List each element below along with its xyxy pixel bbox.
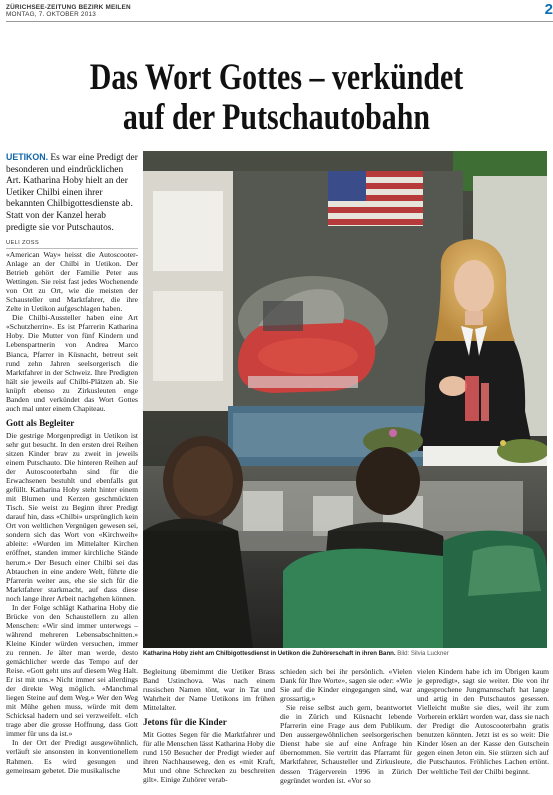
photo-caption xyxy=(143,650,553,657)
byline-divider xyxy=(6,248,138,249)
subheading: Jetons für die Kinder xyxy=(143,717,227,728)
paragraph: In der Ort der Predigt ausgewöhnlich, verläuft sie ansonsten in konventionellem Rahmen. Es wird gesungen und gemeinsam gebetet. Die musikalische xyxy=(6,738,138,775)
author-byline: UELI ZOSS xyxy=(6,240,39,246)
article-column-1 xyxy=(6,250,138,775)
subheading: Gott als Begleiter xyxy=(6,417,75,428)
dateline-location: UETIKON. xyxy=(6,152,49,162)
masthead xyxy=(6,4,546,18)
page-number: 2 xyxy=(544,1,553,18)
photo-credit: Bild: Silvia Luckner xyxy=(397,650,449,657)
newspaper-name: ZÜRICHSEE-ZEITUNG BEZIRK MEILEN xyxy=(6,4,131,11)
paragraph: Sie reise selbst auch gern, beantwortet die in Zürich und Küsnacht lebende Pfarrerin eine Frage aus dem Publikum. Den aussergewöhnlichen seelsorgerischen Dienst habe sie auf eine Anfrage hin übernommen. Sie vertritt das Pfarramt für Marktfahrer, Schausteller und Zirkusleute, dessen Trägerverein 1996 in Zürich gegründet worden ist. «Vor so xyxy=(280,703,412,785)
paragraph: vielen Kindern habe ich im Übrigen kaum je gepredigt», sagt sie weiter. Die von ihr angesprochene Jungmannschaft hat lange und artig in den Putschautos gesessen. Vielleicht mußte sie dies, weil ihr zum Vorherein erklärt worden war, dass sie nach der Predigt die Autoscooterbahn gratis benutzen könnten. Jetzt ist es so weit: Die Kinder lösen an der Kasse den Gutschein gegen einen Jeton ein. Sie stürzen sich auf die Putschautos. Fröhliches Lachen ertönt. Der weltliche Teil der Chilbi beginnt. xyxy=(417,667,549,776)
paragraph: «American Way» heisst die Autoscooter-Anlage an der Chilbi in Uetikon. Der Betrieb gehört der Familie Peter aus Wettingen. Sie reist fast jedes Wochenende von Ort zu Ort, wie die meisten der Schausteller und Marktfahrer, die ihre Zelte in Uetikon aufgeschlagen haben. xyxy=(6,250,138,314)
article-column-2 xyxy=(143,667,275,785)
article-lead xyxy=(6,152,138,234)
paragraph: Die Chilbi-Aussteller haben eine Art «Schutzherrin». Es ist Pfarrerin Katharina Hoby. Die Mutter von fünf Kindern und Lebenspartnerin von Andrea Marco Bianca, Pfarrer in Küsnacht, betreut seit rund zehn Jahren seelsorgerisch die Marktfahrer in der Schweiz. Ihre Predigten hält sie jeweils auf Chilbi-Plätzen ab. Sie knüpft ebenso zu Zirkusleuten enge Banden und verkündet das Wort Gottes auch mal unter einem Chapiteau. xyxy=(6,313,138,413)
paragraph: Begleitung übernimmt die Uetiker Brass Band Ustinchova. Was nach einem russischen Namen tönt, war in Tat und Wahrheit der Name Uetikons im frühen Mittelalter. xyxy=(143,667,275,713)
article-photo xyxy=(143,151,547,648)
paragraph: Mit Gottes Segen für die Marktfahrer und für alle Menschen lässt Katharina Hoby die rund 150 Besucher der Predigt wieder auf ihren Nachhauseweg, den es «mit Kraft, Mut und ohne Schrecken zu beschreiten gilt». Einige Zuhörer verab- xyxy=(143,730,275,785)
paragraph: Die gestrige Morgenpredigt in Uetikon ist sehr gut besucht. In den ersten drei Reihen sitzen Kinder brav zu zweit in jeweils einem Putschauto. Die hinteren Reihen auf der Autoscooterbahn sind für die Erwachsenen bestuhlt und ebenfalls gut gefüllt. Katharina Hoby steht hinter einem mit Blumen und Kerzen geschmückten Tisch. Sie weist zu Beginn ihrer Predigt darauf hin, dass «Chilbi» ursprünglich kein Ort von weltlichen Vergnügen gewesen sei, sondern sich das Wort von «Kirchweih» ableite: «Wurden im Mittelalter Kirchen eröffnet, standen immer kirchliche Stände herum.» Der Besuch einer Chilbi sei das Abtauchen in eine andere Welt, führte die Pfarrerin weiter aus, ehe sie sich für die Marktfahrer starkmacht, auf dass diese noch lange ihrer Arbeit nachgehen können. xyxy=(6,430,138,603)
caption-text: Katharina Hoby zieht am Chilbigottesdienst in Uetikon die Zuhörerschaft in ihren Bann. xyxy=(143,650,396,657)
article-headline xyxy=(50,57,503,137)
paragraph: schieden sich bei ihr persönlich. «Vielen Dank für Ihre Worte», sagen sie oder: «Wie Sie auf die Kinder eingegangen sind, war grossartig.» xyxy=(280,667,412,704)
photo-illustration xyxy=(143,151,547,648)
headline-line-2: auf der Putschautobahn xyxy=(122,96,431,137)
paragraph: In der Folge schlägt Katharina Hoby die Brücke von den Schaustellern zu allen Menschen: «Wir sind immer unterwegs – während mehreren Lebensabschnitten.» Kleine Kinder würden versuchen, immer zu rennen. Je älter man werde, desto gemächlicher werde das Tempo auf der Reise. «Gott geht uns auf diesem Weg Halt. Er ist mit uns.» Nicht immer sei allerdings der direkte Weg möglich. «Manchmal liegen Steine auf dem Weg.» Wer den Weg mit Mühe gehen muss, würde mit dem Schicksal hadern und sei verzweifelt. «Ich trage aber die grosse Hoffnung, dass Gott immer für uns da ist.» xyxy=(6,602,138,739)
issue-date: MONTAG, 7. OKTOBER 2013 xyxy=(6,11,96,18)
headline-line-1: Das Wort Gottes – verkündet xyxy=(89,56,464,97)
masthead-divider xyxy=(6,21,553,22)
article-column-3 xyxy=(280,667,412,785)
article-column-4 xyxy=(417,667,549,776)
lead-text: Es war eine Predigt der besonderen und eindrücklichen Art. Katharina Hoby hielt an der Uetiker Chilbi einen ihrer bekannten Chilbigottesdienste ab. Statt von der Kanzel herab predigte sie vor Putschautos. xyxy=(6,153,138,233)
